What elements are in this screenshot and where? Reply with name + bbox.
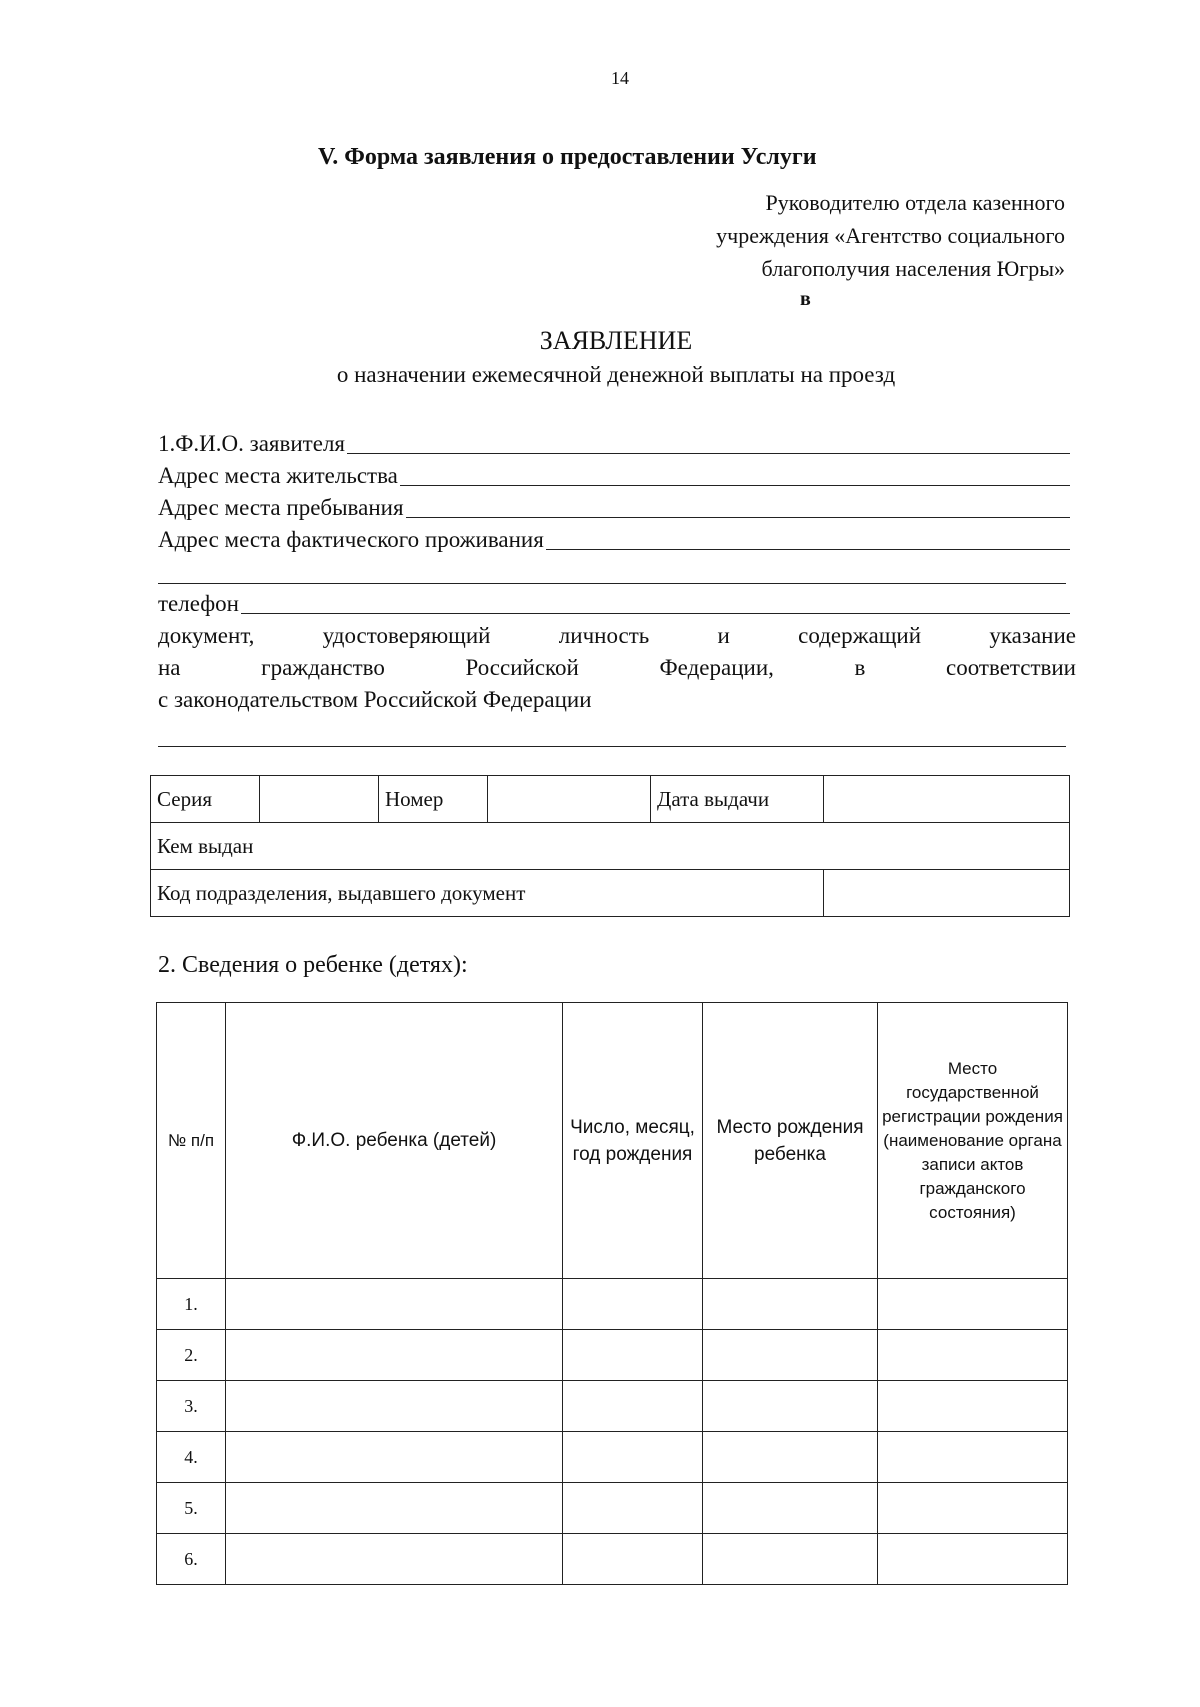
applicant-fio-line[interactable] <box>347 453 1070 454</box>
child-registration-cell[interactable] <box>878 1432 1068 1483</box>
table-row <box>157 1483 1068 1534</box>
child-dob-cell[interactable] <box>563 1330 703 1381</box>
table-row <box>157 1279 1068 1330</box>
document-subtitle: о назначении ежемесячной денежной выплаты на проезд <box>336 362 896 387</box>
header-child-fio: Ф.И.О. ребенка (детей) <box>226 1003 563 1279</box>
child-birthplace-cell[interactable] <box>703 1381 878 1432</box>
children-section-title: 2. Сведения о ребенке (детях): <box>158 952 468 978</box>
identity-document-line[interactable] <box>158 746 1066 747</box>
table-row <box>157 1534 1068 1585</box>
issue-date-label: Дата выдачи <box>651 776 824 823</box>
addressee-line: благополучия населения Югры» <box>761 256 1065 281</box>
child-fio-cell[interactable] <box>226 1330 563 1381</box>
row-number: 5. <box>157 1483 226 1534</box>
row-number: 4. <box>157 1432 226 1483</box>
row-number: 6. <box>157 1534 226 1585</box>
child-dob-cell[interactable] <box>563 1483 703 1534</box>
identity-document-text <box>158 620 1076 716</box>
page-number: 14 <box>611 68 629 88</box>
addressee-block <box>716 186 1065 285</box>
addressee-line: учреждения «Агентство социального <box>716 223 1065 248</box>
child-birthplace-cell[interactable] <box>703 1330 878 1381</box>
document-title: ЗАЯВЛЕНИЕ <box>539 326 693 355</box>
child-fio-cell[interactable] <box>226 1534 563 1585</box>
child-birthplace-cell[interactable] <box>703 1279 878 1330</box>
number-label: Номер <box>379 776 488 823</box>
child-fio-cell[interactable] <box>226 1279 563 1330</box>
header-registration-place: Место государственной регистрации рождения (наименование органа записи актов гражданского состояния) <box>878 1003 1068 1279</box>
child-dob-cell[interactable] <box>563 1432 703 1483</box>
issued-by-cell[interactable]: Кем выдан <box>151 823 1070 870</box>
header-birthplace: Место рождения ребенка <box>703 1003 878 1279</box>
table-row <box>151 776 1070 823</box>
row-number: 1. <box>157 1279 226 1330</box>
child-birthplace-cell[interactable] <box>703 1534 878 1585</box>
applicant-fio-label: 1.Ф.И.О. заявителя <box>158 431 345 456</box>
addressee-line: Руководителю отдела казенного <box>765 190 1065 215</box>
division-code-label: Код подразделения, выдавшего документ <box>151 870 824 917</box>
section-title: V. Форма заявления о предоставлении Услуги <box>318 144 817 170</box>
table-row <box>157 1381 1068 1432</box>
child-registration-cell[interactable] <box>878 1279 1068 1330</box>
table-row <box>151 823 1070 870</box>
residence-address-line[interactable] <box>400 485 1070 486</box>
child-fio-cell[interactable] <box>226 1381 563 1432</box>
identity-document-text-line: с законодательством Российской Федерации <box>158 687 592 712</box>
child-fio-cell[interactable] <box>226 1432 563 1483</box>
number-cell[interactable] <box>488 776 651 823</box>
child-registration-cell[interactable] <box>878 1534 1068 1585</box>
header-date-of-birth: Число, месяц, год рождения <box>563 1003 703 1279</box>
child-fio-cell[interactable] <box>226 1483 563 1534</box>
child-birthplace-cell[interactable] <box>703 1432 878 1483</box>
stay-address-line[interactable] <box>406 517 1070 518</box>
identity-document-text-line: документ, удостоверяющий личность и содержащий указание <box>158 623 1076 648</box>
identity-document-table <box>150 775 1070 917</box>
row-number: 3. <box>157 1381 226 1432</box>
header-number: № п/п <box>157 1003 226 1279</box>
residence-address-label: Адрес места жительства <box>158 463 398 488</box>
table-row <box>151 870 1070 917</box>
identity-document-text-line: на гражданство Российской Федерации, в соответствии <box>158 655 1076 680</box>
series-label: Серия <box>151 776 260 823</box>
child-dob-cell[interactable] <box>563 1534 703 1585</box>
row-number: 2. <box>157 1330 226 1381</box>
table-row <box>157 1432 1068 1483</box>
child-registration-cell[interactable] <box>878 1381 1068 1432</box>
child-registration-cell[interactable] <box>878 1483 1068 1534</box>
series-cell[interactable] <box>260 776 379 823</box>
phone-label: телефон <box>158 591 239 616</box>
stay-address-field[interactable] <box>158 492 1070 522</box>
phone-line[interactable] <box>241 613 1070 614</box>
child-dob-cell[interactable] <box>563 1381 703 1432</box>
actual-address-line[interactable] <box>546 549 1070 550</box>
actual-address-field[interactable] <box>158 524 1070 554</box>
table-header-row <box>157 1003 1068 1279</box>
phone-field[interactable] <box>158 588 1070 618</box>
issue-date-cell[interactable] <box>824 776 1070 823</box>
applicant-fio-field[interactable] <box>158 428 1070 458</box>
actual-address-label: Адрес места фактического проживания <box>158 527 544 552</box>
child-dob-cell[interactable] <box>563 1279 703 1330</box>
addressee-preposition: в <box>800 288 811 310</box>
table-row <box>157 1330 1068 1381</box>
actual-address-continuation-line[interactable] <box>158 583 1066 584</box>
division-code-cell[interactable] <box>824 870 1070 917</box>
children-table <box>156 1002 1068 1585</box>
residence-address-field[interactable] <box>158 460 1070 490</box>
child-birthplace-cell[interactable] <box>703 1483 878 1534</box>
stay-address-label: Адрес места пребывания <box>158 495 404 520</box>
child-registration-cell[interactable] <box>878 1330 1068 1381</box>
